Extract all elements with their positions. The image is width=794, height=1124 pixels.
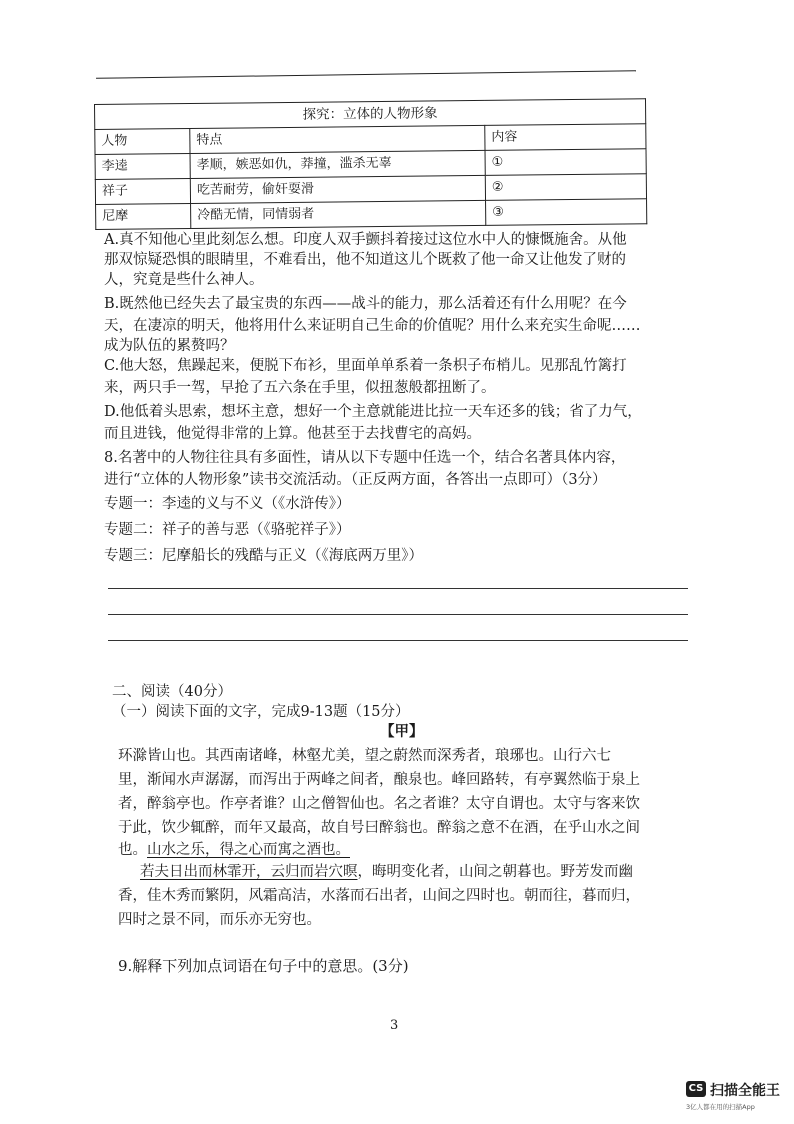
passage-line (118, 840, 350, 860)
question-8-text: 进行“立体的人物形象”读书交流活动。（正反两方面，各答出一点即可）（3分） (104, 472, 607, 488)
passage-line: 里，渐闻水声潺潺，而泻出于两峰之间者，酿泉也。峰回路转，有亭翼然临于泉上 (118, 772, 640, 788)
passage-line: 者，醉翁亭也。作亭者谁？山之僧智仙也。名之者谁？太守自谓也。太守与客来饮 (118, 796, 640, 812)
topic-2: 专题二：祥子的善与恶（《骆驼祥子》） (104, 522, 351, 538)
table-cell: ② (485, 174, 646, 201)
option-d-line: D.他低着头思索，想坏主意，想好一个主意就能进比拉一天车还多的钱；省了力气， (104, 404, 642, 420)
table-header: 内容 (485, 124, 646, 151)
passage-line: 香，佳木秀而繁阴，风霜高洁，水落而石出者，山间之四时也。朝而往，暮而归， (118, 888, 640, 904)
passage-line: 于此，饮少辄醉，而年又最高，故自号曰醉翁也。醉翁之意不在酒，在乎山水之间 (118, 820, 640, 836)
table-cell: 李逵 (95, 153, 190, 179)
passage-text: 也。 (118, 842, 147, 858)
option-d-line: 而且进钱，他觉得非常的上算。他甚至于去找曹宅的高妈。 (104, 426, 481, 442)
table-title: 探究：立体的人物形象 (95, 99, 646, 130)
underlined-sentence: 若夫日出而林霏开，云归而岩穴暝 (140, 864, 358, 880)
character-table (94, 98, 647, 230)
passage-label: 【甲】 (380, 723, 424, 740)
answer-line[interactable] (108, 588, 688, 589)
table-cell: 孝顺，嫉恶如仇，莽撞，滥杀无辜 (190, 150, 485, 178)
topic-3: 专题三：尼摩船长的残酷与正义（《海底两万里》） (104, 548, 423, 564)
passage-line (140, 862, 633, 882)
table-cell: ③ (486, 199, 647, 226)
camscanner-logo-icon: CS (686, 1081, 706, 1097)
answer-line[interactable] (108, 614, 688, 615)
table-row (96, 199, 647, 230)
watermark-tagline: 3亿人都在用的扫描App (686, 1103, 755, 1111)
option-a-line: A.真不知他心里此刻怎么想。印度人双手颤抖着接过这位水中人的慷慨施舍。从他 (104, 232, 627, 248)
section-heading: 二、阅读（40分） (112, 684, 232, 700)
underlined-sentence: 山水之乐，得之心而寓之酒也。 (147, 842, 350, 858)
table-header: 人物 (95, 128, 190, 154)
table-cell: 尼摩 (96, 203, 191, 229)
question-9-text: 9.解释下列加点词语在句子中的意思。(3分) (118, 957, 409, 975)
option-a-line: 那双惊疑恐惧的眼睛里，不难看出，他不知道这儿个既救了他一命又让他发了财的 (104, 252, 626, 268)
section-subheading: （一）阅读下面的文字，完成9-13题（15分） (112, 704, 410, 720)
table-cell: 吃苦耐劳，偷奸耍滑 (190, 175, 485, 203)
option-b-line: B.既然他已经失去了最宝贵的东西——战斗的能力，那么活着还有什么用呢？在今 (104, 296, 627, 312)
option-a-line: 人，究竟是些什么神人。 (104, 272, 264, 288)
option-c-line: C.他大怒，焦躁起来，便脱下布衫，里面单单系着一条枳子布梢儿。见那乱竹篱打 (104, 358, 627, 374)
topic-1: 专题一：李逵的义与不义（《水浒传》） (104, 496, 351, 512)
answer-line[interactable] (108, 640, 688, 641)
table-cell: 冷酷无情，同情弱者 (191, 200, 486, 228)
option-b-line: 天，在凄凉的明天，他将用什么来证明自己生命的价值呢？用什么来充实生命呢…… (104, 318, 641, 334)
watermark-name: 扫描全能王 (710, 1083, 780, 1099)
page-number: 3 (390, 1018, 399, 1033)
option-b-line: 成为队伍的累赘吗？ (104, 338, 235, 354)
passage-line: 环滁皆山也。其西南诸峰，林壑尤美，望之蔚然而深秀者，琅琊也。山行六七 (118, 748, 611, 764)
question-8-text: 8.名著中的人物往往具有多面性，请从以下专题中任选一个，结合名著具体内容， (104, 450, 626, 466)
table-header: 特点 (190, 125, 485, 153)
option-c-line: 来，两只手一驾，早抢了五六条在手里，似扭葱般都扭断了。 (104, 380, 496, 396)
top-rule (96, 70, 636, 79)
passage-text: ，晦明变化者，山间之朝暮也。野芳发而幽 (357, 864, 633, 880)
table-cell: 祥子 (95, 178, 190, 204)
table-cell: ① (485, 149, 646, 176)
passage-line: 四时之景不同，而乐亦无穷也。 (118, 912, 321, 928)
